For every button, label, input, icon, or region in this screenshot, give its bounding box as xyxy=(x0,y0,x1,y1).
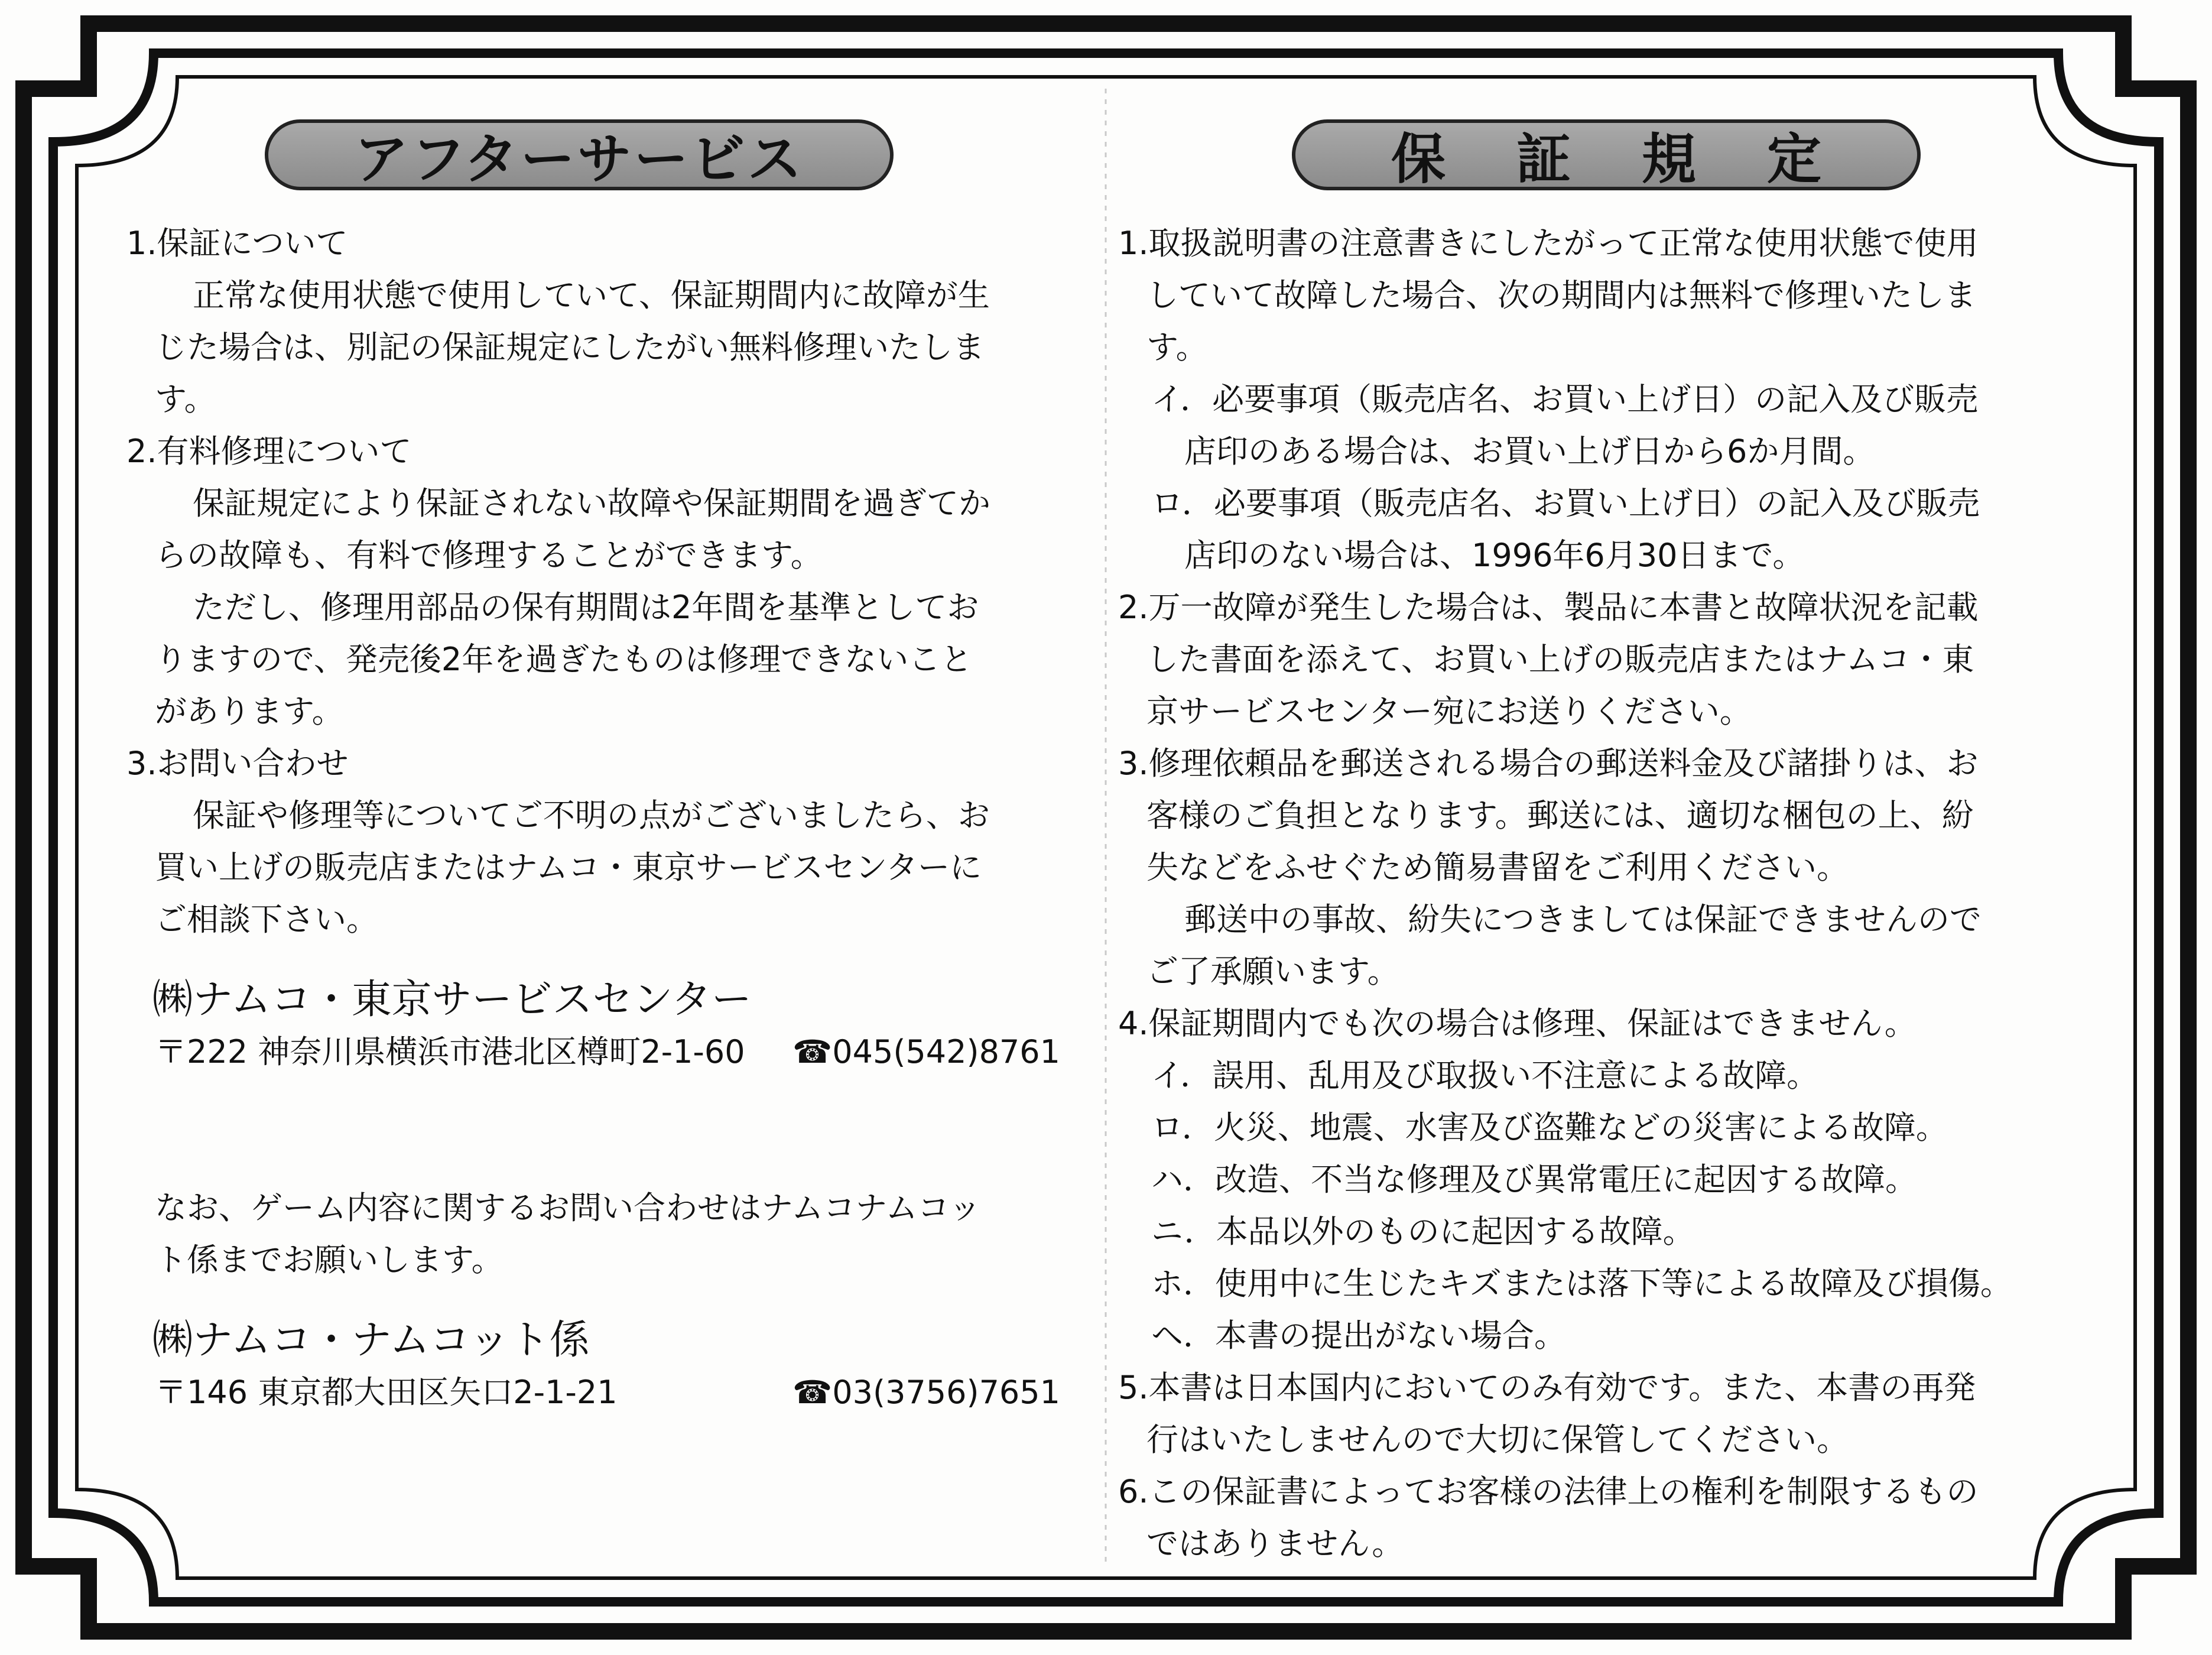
rule-line: 京サービスセンター宛にお送りください。 xyxy=(1146,693,1752,730)
rule-line: した書面を添えて、お買い上げの販売店またはナムコ・東 xyxy=(1146,641,1974,678)
rule-line: していて故障した場合、次の期間内は無料で修理いたしま xyxy=(1146,277,1976,314)
rule-subitem: イ．必要事項（販売店名、お買い上げ日）の記入及び販売 xyxy=(1151,381,1979,418)
paragraph-line: す。 xyxy=(155,381,216,418)
warranty-rules-section xyxy=(1118,218,2093,1570)
paragraph-line: りますので、発売後2年を過ぎたものは修理できないこと xyxy=(155,641,973,678)
rule-subitem: ニ．本品以外のものに起因する故障。 xyxy=(1151,1213,1695,1250)
rule-subitem: ハ．改造、不当な修理及び異常電圧に起因する故障。 xyxy=(1151,1161,1917,1198)
paragraph-line: 正常な使用状態で使用していて、保証期間内に故障が生 xyxy=(193,277,990,314)
section-title-warranty: 1.保証について xyxy=(126,225,348,262)
service-center-phone: ☎045(542)8761 xyxy=(792,1033,1060,1070)
rule-subitem: イ．誤用、乱用及び取扱い不注意による故障。 xyxy=(1151,1057,1819,1094)
rule-subitem: ロ．必要事項（販売店名、お買い上げ日）の記入及び販売 xyxy=(1151,485,1980,522)
rule-line: 客様のご負担となります。郵送には、適切な梱包の上、紛 xyxy=(1146,797,1974,834)
rule-line: ではありません。 xyxy=(1146,1525,1404,1562)
paragraph-line: じた場合は、別記の保証規定にしたがい無料修理いたしま xyxy=(155,329,985,366)
service-center-address-row xyxy=(126,1028,1060,1076)
namcot-desk-name: ㈱ナムコ・ナムコット係 xyxy=(152,1317,590,1364)
paragraph-line: ただし、修理用部品の保有期間は2年間を基準としてお xyxy=(193,589,979,626)
note-line: なお、ゲーム内容に関するお問い合わせはナムコナムコッ xyxy=(155,1189,981,1226)
paragraph-line: らの故障も、有料で修理することができます。 xyxy=(155,537,823,574)
service-center-name: ㈱ナムコ・東京サービスセンター xyxy=(152,976,752,1023)
paragraph-line: 買い上げの販売店またはナムコ・東京サービスセンターに xyxy=(155,849,982,886)
rule-subitem: ロ．火災、地震、水害及び盗難などの災害による故障。 xyxy=(1151,1109,1948,1146)
after-service-section xyxy=(126,218,1060,1416)
rule-subitem: ヘ．本書の提出がない場合。 xyxy=(1151,1317,1566,1354)
rule-line: 行はいたしませんので大切に保管してください。 xyxy=(1146,1421,1849,1458)
rule-line: 失などをふせぐため簡易書留をご利用ください。 xyxy=(1146,849,1849,886)
rule-line: ご了承願います。 xyxy=(1146,953,1399,990)
section-title-inquiry: 3.お問い合わせ xyxy=(126,745,349,782)
paragraph-line: 保証規定により保証されない故障や保証期間を過ぎてか xyxy=(193,485,990,522)
rule-line: す。 xyxy=(1146,329,1208,366)
after-service-heading: アフターサービス xyxy=(265,119,894,190)
rule-line: 3.修理依頼品を郵送される場合の郵送料金及び諸掛りは、お xyxy=(1118,745,1979,782)
rule-line: 2.万一故障が発生した場合は、製品に本書と故障状況を記載 xyxy=(1118,589,1979,626)
section-title-paid-repair: 2.有料修理について xyxy=(126,433,412,470)
namcot-address: 〒146 東京都大田区矢口2-1-21 xyxy=(155,1374,618,1411)
rule-subitem: ホ．使用中に生じたキズまたは落下等による故障及び損傷。 xyxy=(1151,1265,2012,1302)
paragraph-line: ご相談下さい。 xyxy=(155,901,378,938)
warranty-rules-heading: 保証規定 xyxy=(1292,119,1921,190)
rule-line: 1.取扱説明書の注意書きにしたがって正常な使用状態で使用 xyxy=(1118,225,1979,262)
namcot-phone: ☎03(3756)7651 xyxy=(792,1374,1060,1411)
paragraph-line: があります。 xyxy=(155,693,344,730)
rule-subitem: 店印のない場合は、1996年6月30日まで。 xyxy=(1184,537,1805,574)
rule-line: 郵送中の事故、紛失につきましては保証できませんので xyxy=(1184,901,1982,938)
service-center-address: 〒222 神奈川県横浜市港北区樽町2-1-60 xyxy=(155,1033,745,1070)
rule-line: 5.本書は日本国内においてのみ有効です。また、本書の再発 xyxy=(1118,1369,1976,1406)
note-line: ト係までお願いします。 xyxy=(155,1241,504,1278)
rule-line: 6.この保証書によってお客様の法律上の権利を制限するもの xyxy=(1118,1473,1979,1510)
paragraph-line: 保証や修理等についてご不明の点がございましたら、お xyxy=(193,797,990,834)
namcot-address-row xyxy=(126,1369,1060,1416)
rule-line: 4.保証期間内でも次の場合は修理、保証はできません。 xyxy=(1118,1005,1917,1042)
rule-subitem: 店印のある場合は、お買い上げ日から6か月間。 xyxy=(1184,433,1875,470)
